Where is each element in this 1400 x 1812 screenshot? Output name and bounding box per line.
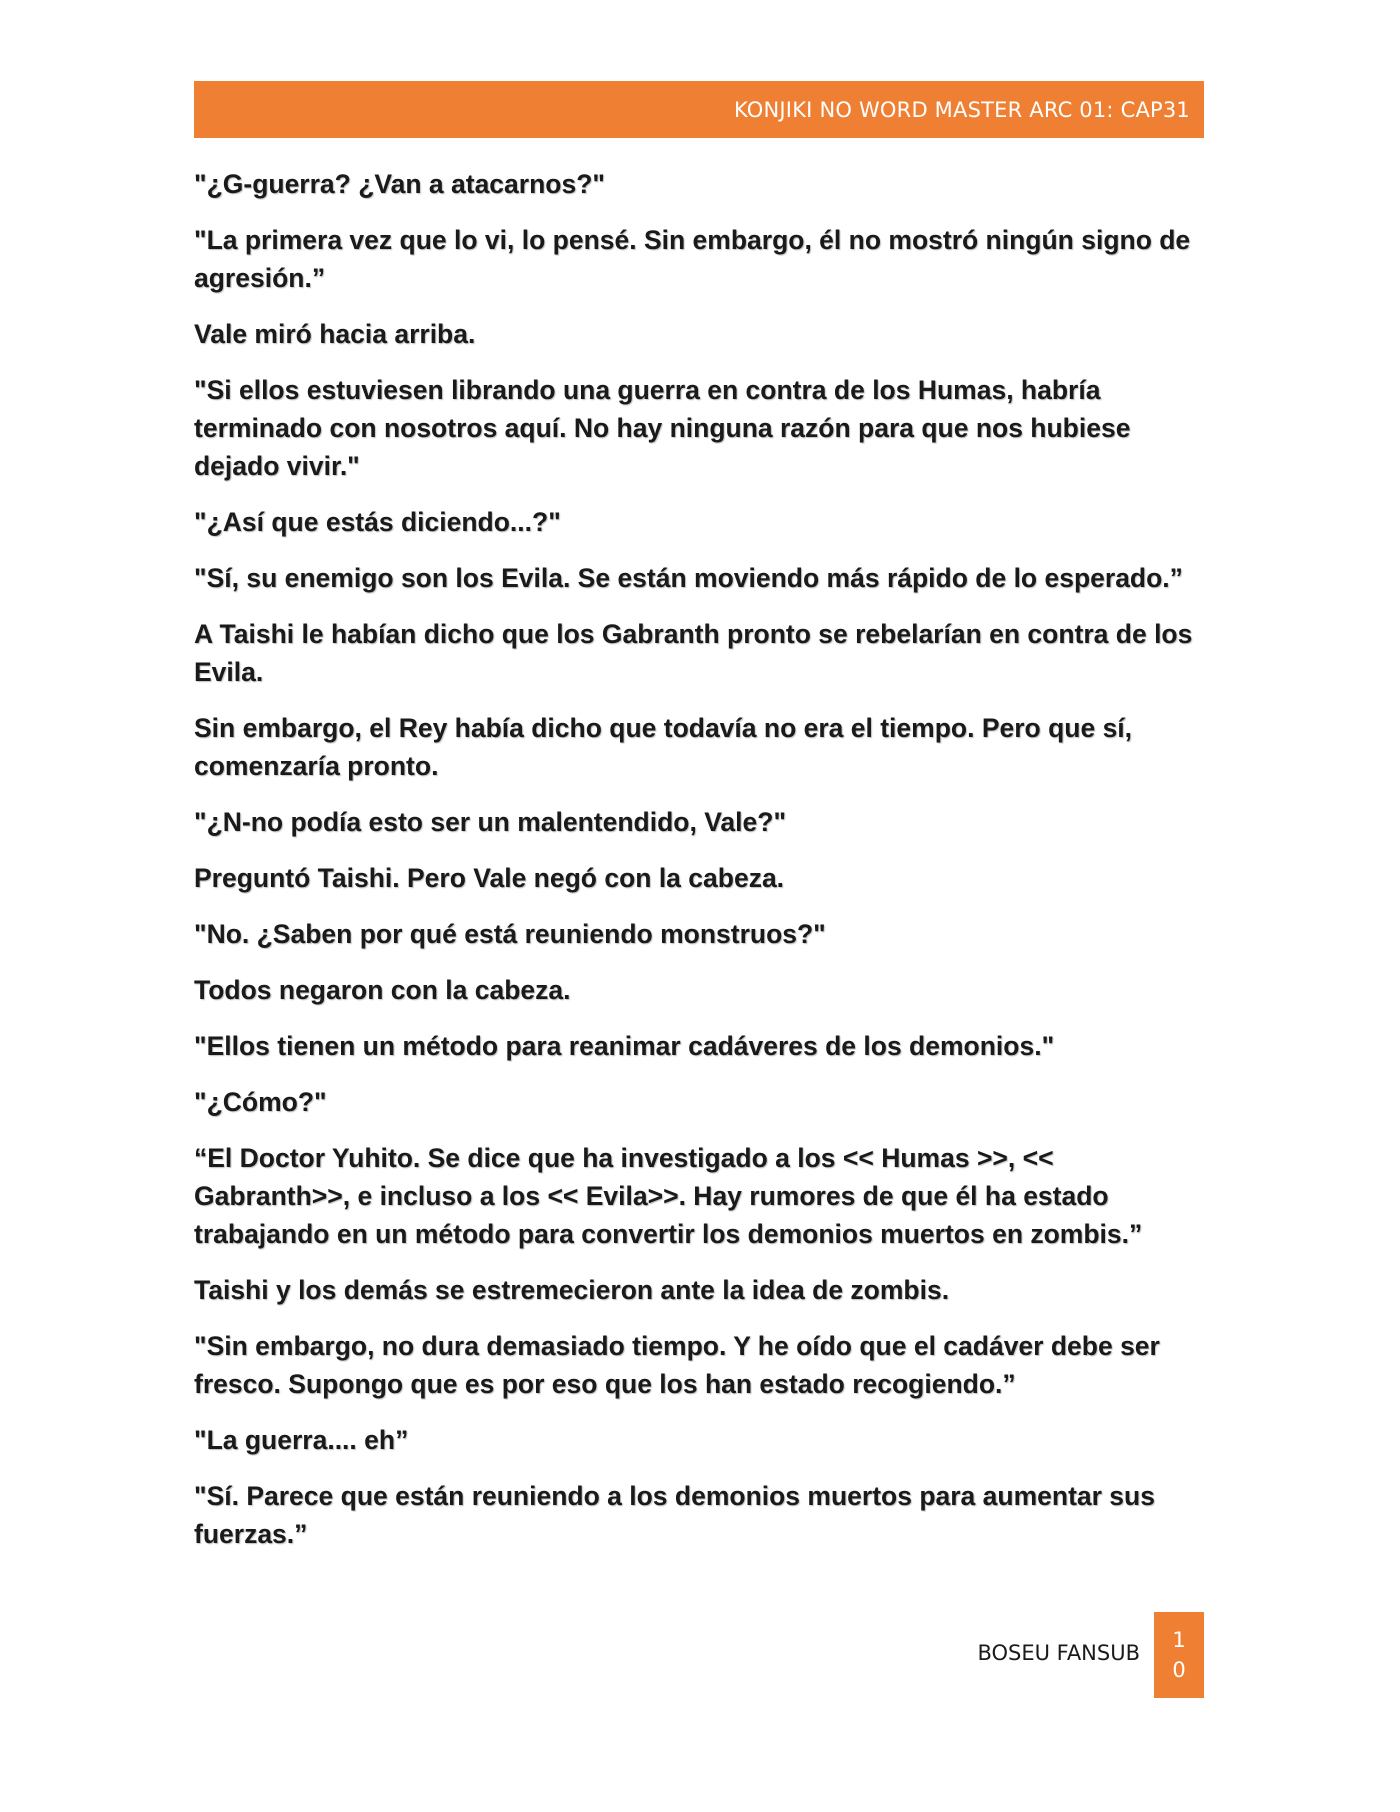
paragraph: "Sí, su enemigo son los Evila. Se están moviendo más rápido de lo esperado.” <box>194 563 1183 593</box>
paragraph: "Ellos tienen un método para reanimar cadáveres de los demonios." <box>194 1031 1055 1061</box>
paragraph: "La guerra.... eh” <box>194 1425 409 1455</box>
paragraph: "Sí. Parece que están reuniendo a los demonios muertos para aumentar sus fuerzas.” <box>194 1481 1155 1549</box>
paragraph: Todos negaron con la cabeza. <box>194 975 571 1005</box>
paragraph: "¿Cómo?" <box>194 1087 327 1117</box>
page-number-digit: 0 <box>1172 1658 1186 1682</box>
paragraph: Taishi y los demás se estremecieron ante la idea de zombis. <box>194 1275 950 1305</box>
paragraph: "¿Así que estás diciendo...?" <box>194 507 561 537</box>
paragraph: “El Doctor Yuhito. Se dice que ha investigado a los << Humas >>, << Gabranth>>, e incluso a los << Evila>>. Hay rumores de que él ha estado trabajando en un método para convertir los demonios muertos en zombis.” <box>194 1143 1143 1249</box>
page-number-box <box>1154 1612 1204 1698</box>
footer-label: BOSEU FANSUB <box>977 1641 1140 1665</box>
paragraph: Vale miró hacia arriba. <box>194 319 476 349</box>
page-number-digit: 1 <box>1172 1628 1186 1652</box>
paragraph: Preguntó Taishi. Pero Vale negó con la cabeza. <box>194 863 785 893</box>
paragraph: "Si ellos estuviesen librando una guerra en contra de los Humas, habría terminado con nosotros aquí. No hay ninguna razón para que nos hubiese dejado vivir." <box>194 375 1131 481</box>
header-title: KONJIKI NO WORD MASTER ARC 01: CAP31 <box>733 97 1190 122</box>
paragraph: "No. ¿Saben por qué está reuniendo monstruos?" <box>194 919 826 949</box>
paragraph: A Taishi le habían dicho que los Gabranth pronto se rebelarían en contra de los Evila. <box>194 619 1193 687</box>
paragraph: Sin embargo, el Rey había dicho que todavía no era el tiempo. Pero que sí, comenzaría pronto. <box>194 713 1133 781</box>
body-text <box>194 165 1204 1571</box>
paragraph: "¿G-guerra? ¿Van a atacarnos?" <box>194 169 605 199</box>
header-bar <box>194 81 1204 138</box>
paragraph: "¿N-no podía esto ser un malentendido, Vale?" <box>194 807 787 837</box>
paragraph: "Sin embargo, no dura demasiado tiempo. Y he oído que el cadáver debe ser fresco. Supongo que es por eso que los han estado recogiendo.” <box>194 1331 1160 1399</box>
paragraph: "La primera vez que lo vi, lo pensé. Sin embargo, él no mostró ningún signo de agresión.” <box>194 225 1191 293</box>
